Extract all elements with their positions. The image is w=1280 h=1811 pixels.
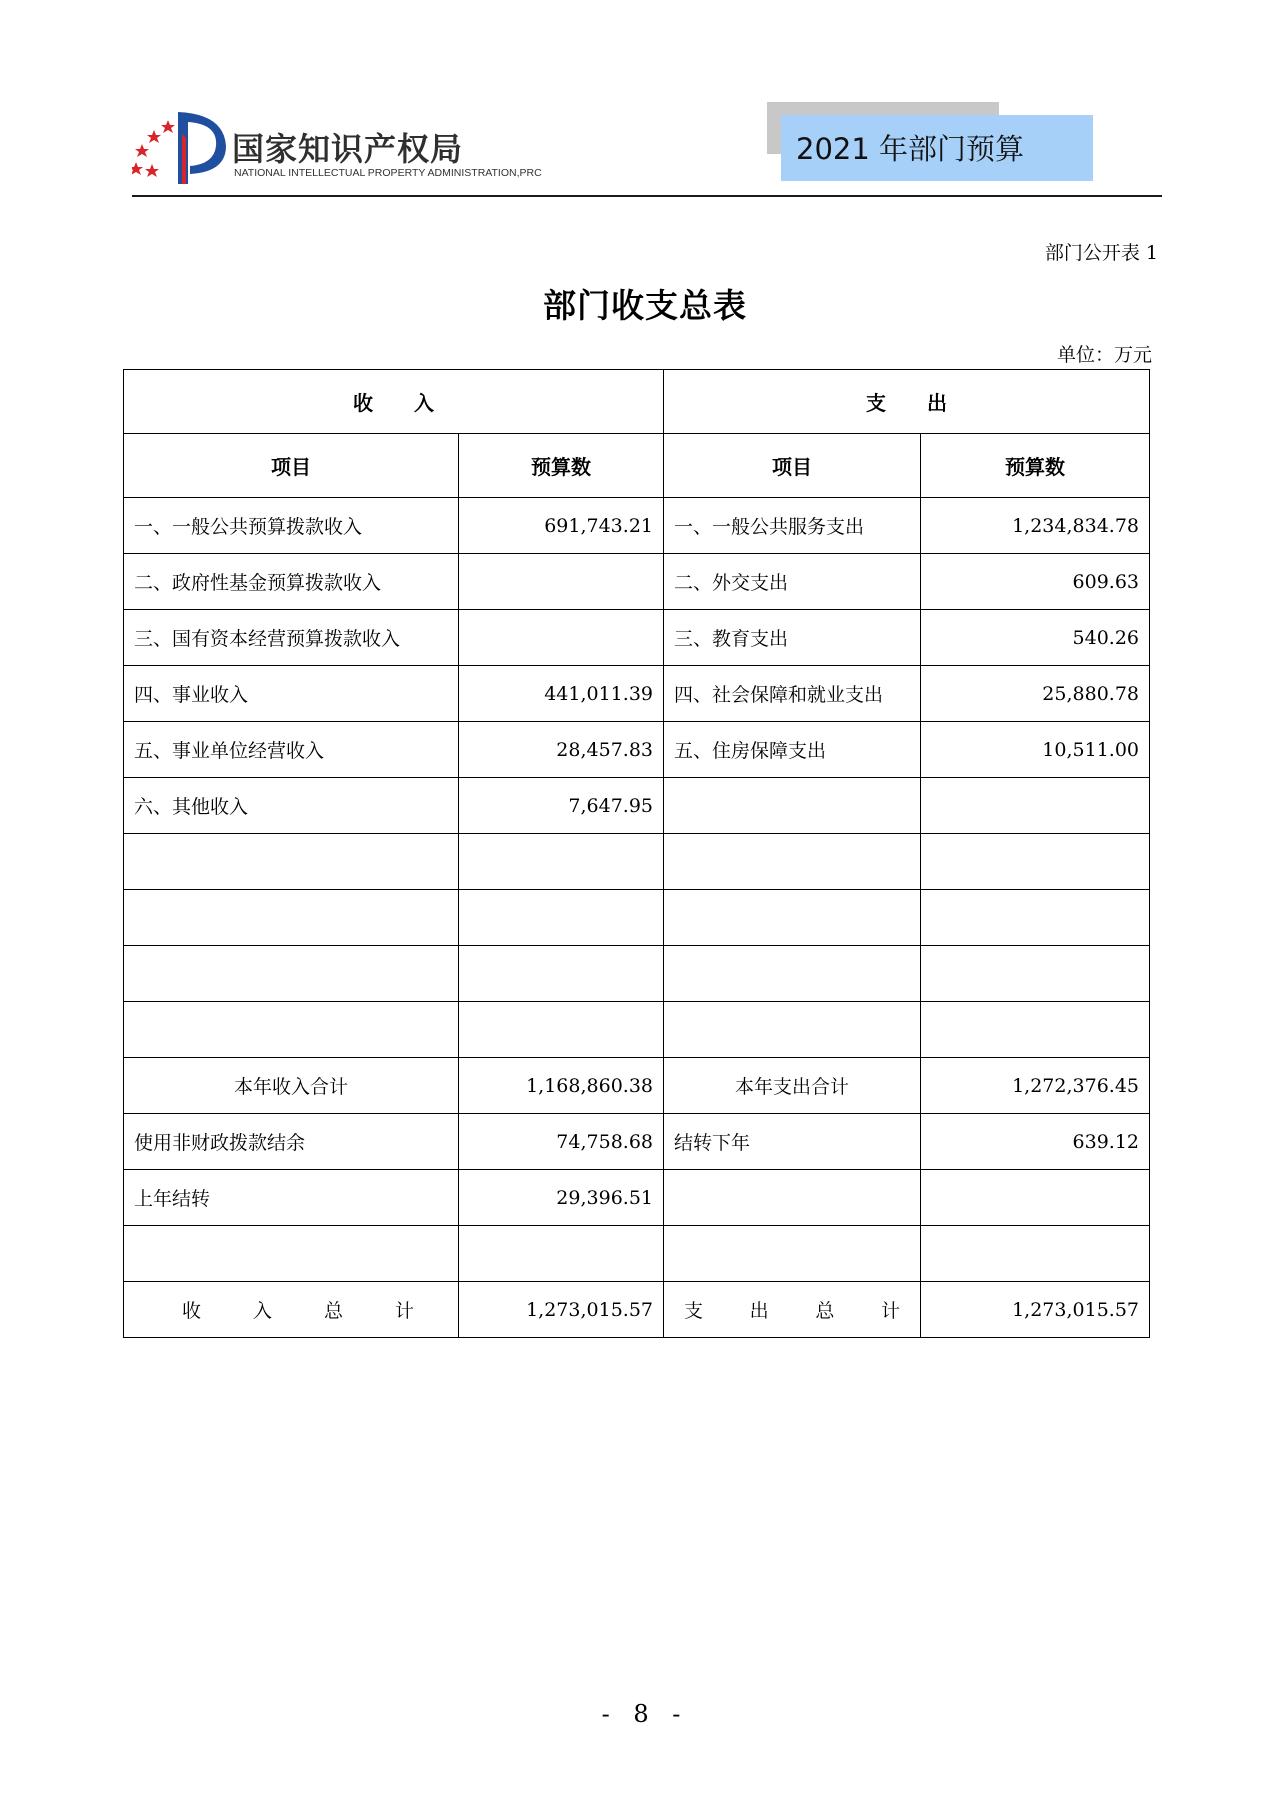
table-row — [124, 1226, 1150, 1282]
expense-value — [921, 1002, 1150, 1058]
expense-value — [921, 1226, 1150, 1282]
income-item: 四、事业收入 — [124, 666, 459, 722]
income-item: 三、国有资本经营预算拨款收入 — [124, 610, 459, 666]
org-name-en: NATIONAL INTELLECTUAL PROPERTY ADMINISTRATION,PRC — [234, 167, 542, 179]
header-divider — [132, 195, 1162, 197]
page-title: 部门收支总表 — [543, 286, 747, 325]
table-row — [124, 778, 1150, 834]
table-row — [124, 722, 1150, 778]
expense-value — [921, 1170, 1150, 1226]
grand-total-row — [124, 1282, 1150, 1338]
expense-value — [921, 890, 1150, 946]
expense-item: 四、社会保障和就业支出 — [664, 666, 921, 722]
group-header-row — [124, 370, 1150, 434]
year-expense-total-label: 本年支出合计 — [664, 1058, 921, 1114]
table-row — [124, 554, 1150, 610]
cnipa-logo-icon — [132, 104, 228, 186]
income-value: 441,011.39 — [459, 666, 664, 722]
expense-value — [921, 778, 1150, 834]
expense-item: 一、一般公共服务支出 — [664, 498, 921, 554]
year-expense-total-value: 1,272,376.45 — [921, 1058, 1150, 1114]
income-value — [459, 890, 664, 946]
org-name-cn: 国家知识产权局 — [232, 130, 464, 168]
table-row — [124, 498, 1150, 554]
year-budget-badge-text: 2021 年部门预算 — [796, 132, 1025, 166]
expense-item: 结转下年 — [664, 1114, 921, 1170]
table-code: 部门公开表 1 — [1044, 242, 1158, 264]
expense-value: 639.12 — [921, 1114, 1150, 1170]
income-item: 二、政府性基金预算拨款收入 — [124, 554, 459, 610]
expense-item — [664, 1002, 921, 1058]
income-group-header: 收 入 — [124, 370, 664, 434]
expense-item: 五、住房保障支出 — [664, 722, 921, 778]
grand-expense-total-value: 1,273,015.57 — [921, 1282, 1150, 1338]
year-budget-badge — [781, 115, 1093, 181]
income-item — [124, 1226, 459, 1282]
column-header-row — [124, 434, 1150, 498]
page-number: - 8 - — [601, 1700, 689, 1728]
expense-item — [664, 1170, 921, 1226]
income-item-header: 项目 — [124, 434, 459, 498]
expense-group-header: 支 出 — [664, 370, 1150, 434]
expense-value: 10,511.00 — [921, 722, 1150, 778]
income-item: 一、一般公共预算拨款收入 — [124, 498, 459, 554]
table-row — [124, 834, 1150, 890]
year-income-total-label: 本年收入合计 — [124, 1058, 459, 1114]
expense-item: 二、外交支出 — [664, 554, 921, 610]
table-row — [124, 946, 1150, 1002]
expense-value: 609.63 — [921, 554, 1150, 610]
expense-item — [664, 778, 921, 834]
unit-label: 单位：万元 — [1056, 344, 1152, 366]
table-row — [124, 890, 1150, 946]
expense-item-header: 项目 — [664, 434, 921, 498]
income-item: 六、其他收入 — [124, 778, 459, 834]
income-item — [124, 946, 459, 1002]
income-budget-header: 预算数 — [459, 434, 664, 498]
expense-item — [664, 834, 921, 890]
income-item: 五、事业单位经营收入 — [124, 722, 459, 778]
income-value — [459, 946, 664, 1002]
budget-summary-table — [123, 369, 1150, 1338]
expense-item — [664, 1226, 921, 1282]
table-row — [124, 1114, 1150, 1170]
expense-item — [664, 946, 921, 1002]
income-item — [124, 890, 459, 946]
table-row — [124, 1170, 1150, 1226]
grand-income-total-value: 1,273,015.57 — [459, 1282, 664, 1338]
expense-value: 25,880.78 — [921, 666, 1150, 722]
table-row — [124, 1002, 1150, 1058]
income-value — [459, 554, 664, 610]
table-row — [124, 610, 1150, 666]
table-row — [124, 666, 1150, 722]
expense-item — [664, 890, 921, 946]
income-item: 使用非财政拨款结余 — [124, 1114, 459, 1170]
income-value: 691,743.21 — [459, 498, 664, 554]
income-value — [459, 1002, 664, 1058]
income-item: 上年结转 — [124, 1170, 459, 1226]
income-value: 28,457.83 — [459, 722, 664, 778]
income-value: 7,647.95 — [459, 778, 664, 834]
expense-value: 1,234,834.78 — [921, 498, 1150, 554]
income-item — [124, 834, 459, 890]
year-income-total-value: 1,168,860.38 — [459, 1058, 664, 1114]
income-value: 74,758.68 — [459, 1114, 664, 1170]
expense-budget-header: 预算数 — [921, 434, 1150, 498]
income-item — [124, 1002, 459, 1058]
expense-item: 三、教育支出 — [664, 610, 921, 666]
grand-income-total-label: 收 入 总 计 — [124, 1282, 459, 1338]
income-value — [459, 1226, 664, 1282]
year-total-row — [124, 1058, 1150, 1114]
header-logo — [132, 104, 572, 186]
expense-value — [921, 946, 1150, 1002]
income-value — [459, 610, 664, 666]
expense-value: 540.26 — [921, 610, 1150, 666]
income-value — [459, 834, 664, 890]
income-value: 29,396.51 — [459, 1170, 664, 1226]
grand-expense-total-label: 支 出 总 计 — [664, 1282, 921, 1338]
expense-value — [921, 834, 1150, 890]
